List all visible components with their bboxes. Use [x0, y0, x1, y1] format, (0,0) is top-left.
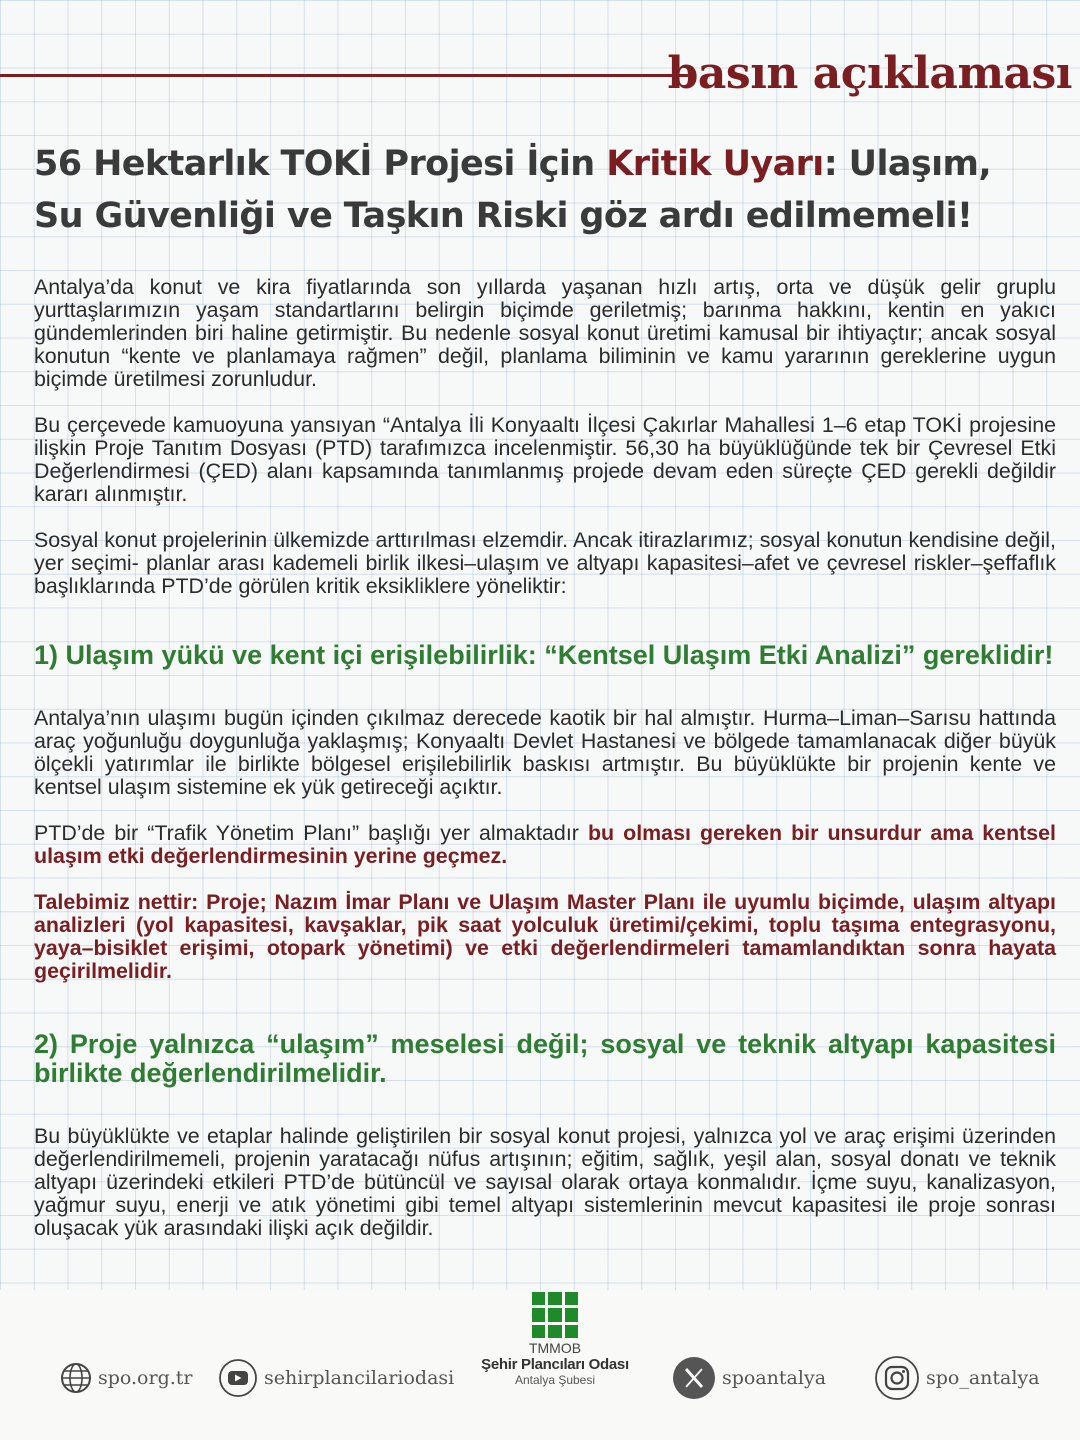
footer-x[interactable] [672, 1358, 826, 1398]
spo-logo [470, 1292, 640, 1402]
section1-paragraph1: Antalya’nın ulaşımı bugün içinden çıkılmaz derecede kaotik bir hal almıştır. Hurma–Liman–Sarısu hattında araç yoğunluğu doygunluğa yaklaşmış; Konyaaltı Devlet Hastanesi ve bölgede tamamlanacak diğer büyük ölçekli yatırımlar ile birlikte bölgesel erişilebilirlik baskısı artmıştır. Bu büyüklükte bir projenin kente ve kentsel ulaşım sistemine ek yük getireceği açıktır. [34, 706, 1056, 799]
section1-demand: Talebimiz nettir: Proje; Nazım İmar Planı ve Ulaşım Master Planı ile uyumlu biçimde, ulaşım altyapı analizleri (yol kapasitesi, kavşaklar, pik saat yolculuk üretimi/çekimi, toplu taşıma entegrasyonu, yaya–bisiklet erişimi, otopark yönetimi) ve etki değerlendirmeleri tamamlandıktan sonra hayata geçirilmelidir. [34, 890, 1056, 983]
section1-paragraph2-bold: bu olması gereken bir unsurdur ama kentsel ulaşım etki değerlendirmesinin yerine geçmez. [34, 821, 1056, 868]
press-release-title: basın açıklaması [667, 48, 1072, 99]
section1-heading: 1) Ulaşım yükü ve kent içi erişilebilirlik: “Kentsel Ulaşım Etki Analizi” gereklidir! [34, 640, 1054, 670]
logo-tmmob: TMMOB [528, 1340, 582, 1356]
website-label: spo.org.tr [98, 1367, 193, 1389]
headline-part1: 56 Hektarlık TOKİ Projesi İçin [34, 144, 607, 184]
intro-paragraph: Antalya’da konut ve kira fiyatlarında son yıllarda yaşanan hızlı artış, orta ve düşük gelir gruplu yurttaşlarımızın yaşam standartlarını belirgin biçimde geriletmiş; barınma hakkını, kentin en yakıcı gündemlerinden biri haline getirmiştir. Bu nedenle sosyal konut üretimi kamusal bir ihtiyaçtır; ancak sosyal konutun “kente ve planlamaya rağmen” değil, planlama biliminin ve kamu yararının gereklerine uygun biçimde üretilmesi zorunludur. [34, 275, 1056, 391]
section2-heading: 2) Proje yalnızca “ulaşım” meselesi değil; sosyal ve teknik altyapı kapasitesi birlikte değerlendirilmelidir. [34, 1029, 1056, 1088]
footer-youtube[interactable] [218, 1358, 454, 1398]
instagram-label: spo_antalya [926, 1367, 1040, 1389]
ptd-paragraph: Bu çerçevede kamuoyuna yansıyan “Antalya İli Konyaaltı İlçesi Çakırlar Mahallesi 1–6 etap TOKİ projesine ilişkin Proje Tanıtım Dosyası (PTD) tarafımızca incelenmiştir. 56,30 ha büyüklüğünde tek bir Çevresel Etki Değerlendirmesi (ÇED) alanı kapsamında tanımlanmış projede devam eden süreçte ÇED gerekli değildir kararı alınmıştır. [34, 413, 1056, 506]
spo-logo-mark [532, 1292, 578, 1338]
x-label: spoantalya [722, 1367, 827, 1389]
footer-website[interactable] [60, 1358, 193, 1398]
headline [34, 138, 1044, 242]
headline-accent: Kritik Uyarı [606, 144, 824, 184]
main-content [34, 276, 1056, 1263]
footer-instagram[interactable] [874, 1358, 1040, 1398]
logo-org-name: Şehir Plancıları Odası [481, 1356, 629, 1373]
youtube-label: sehirplancilariodasi [264, 1367, 455, 1389]
globe-icon [60, 1362, 92, 1394]
youtube-icon [218, 1358, 258, 1398]
section1-paragraph2-plain: PTD’de bir “Trafik Yönetim Planı” başlığı yer almaktadır [34, 821, 588, 845]
objection-paragraph: Sosyal konut projelerinin ülkemizde arttırılması elzemdir. Ancak itirazlarımız; sosyal konutun kendisine değil, yer seçimi- planlar arası kademeli birlik ilkesi–ulaşım ve altyapı kapasitesi–afet ve çevresel riskler–şeffaflık başlıklarında PTD’de görülen kritik eksikliklere yöneliktir: [34, 528, 1056, 598]
section2-paragraph: Bu büyüklükte ve etaplar halinde geliştirilen bir sosyal konut projesi, yalnızca yol ve araç erişimi üzerinden değerlendirilmemeli, projenin yaratacağı nüfus artışının; eğitim, sağlık, yeşil alan, sosyal donatı ve teknik altyapı üzerindeki etkileri PTD’de bütüncül ve sayısal olarak ortaya konmalıdır. İçme suyu, kanalizasyon, yağmur suyu, enerji ve atık yönetimi gibi temel altyapı sistemlerinin mevcut kapasitesi ile proje sonrası oluşacak yük arasındaki ilişki açık değildir. [34, 1124, 1056, 1240]
section1-paragraph2 [34, 822, 1056, 868]
header-rule [0, 74, 688, 77]
headline-part2: : Ulaşım, Su Güvenliği ve Taşkın Riski göz ardı edilmemeli! [34, 144, 992, 236]
instagram-icon [874, 1355, 920, 1401]
logo-branch: Antalya Şubesi [514, 1373, 596, 1387]
x-icon [672, 1356, 716, 1400]
